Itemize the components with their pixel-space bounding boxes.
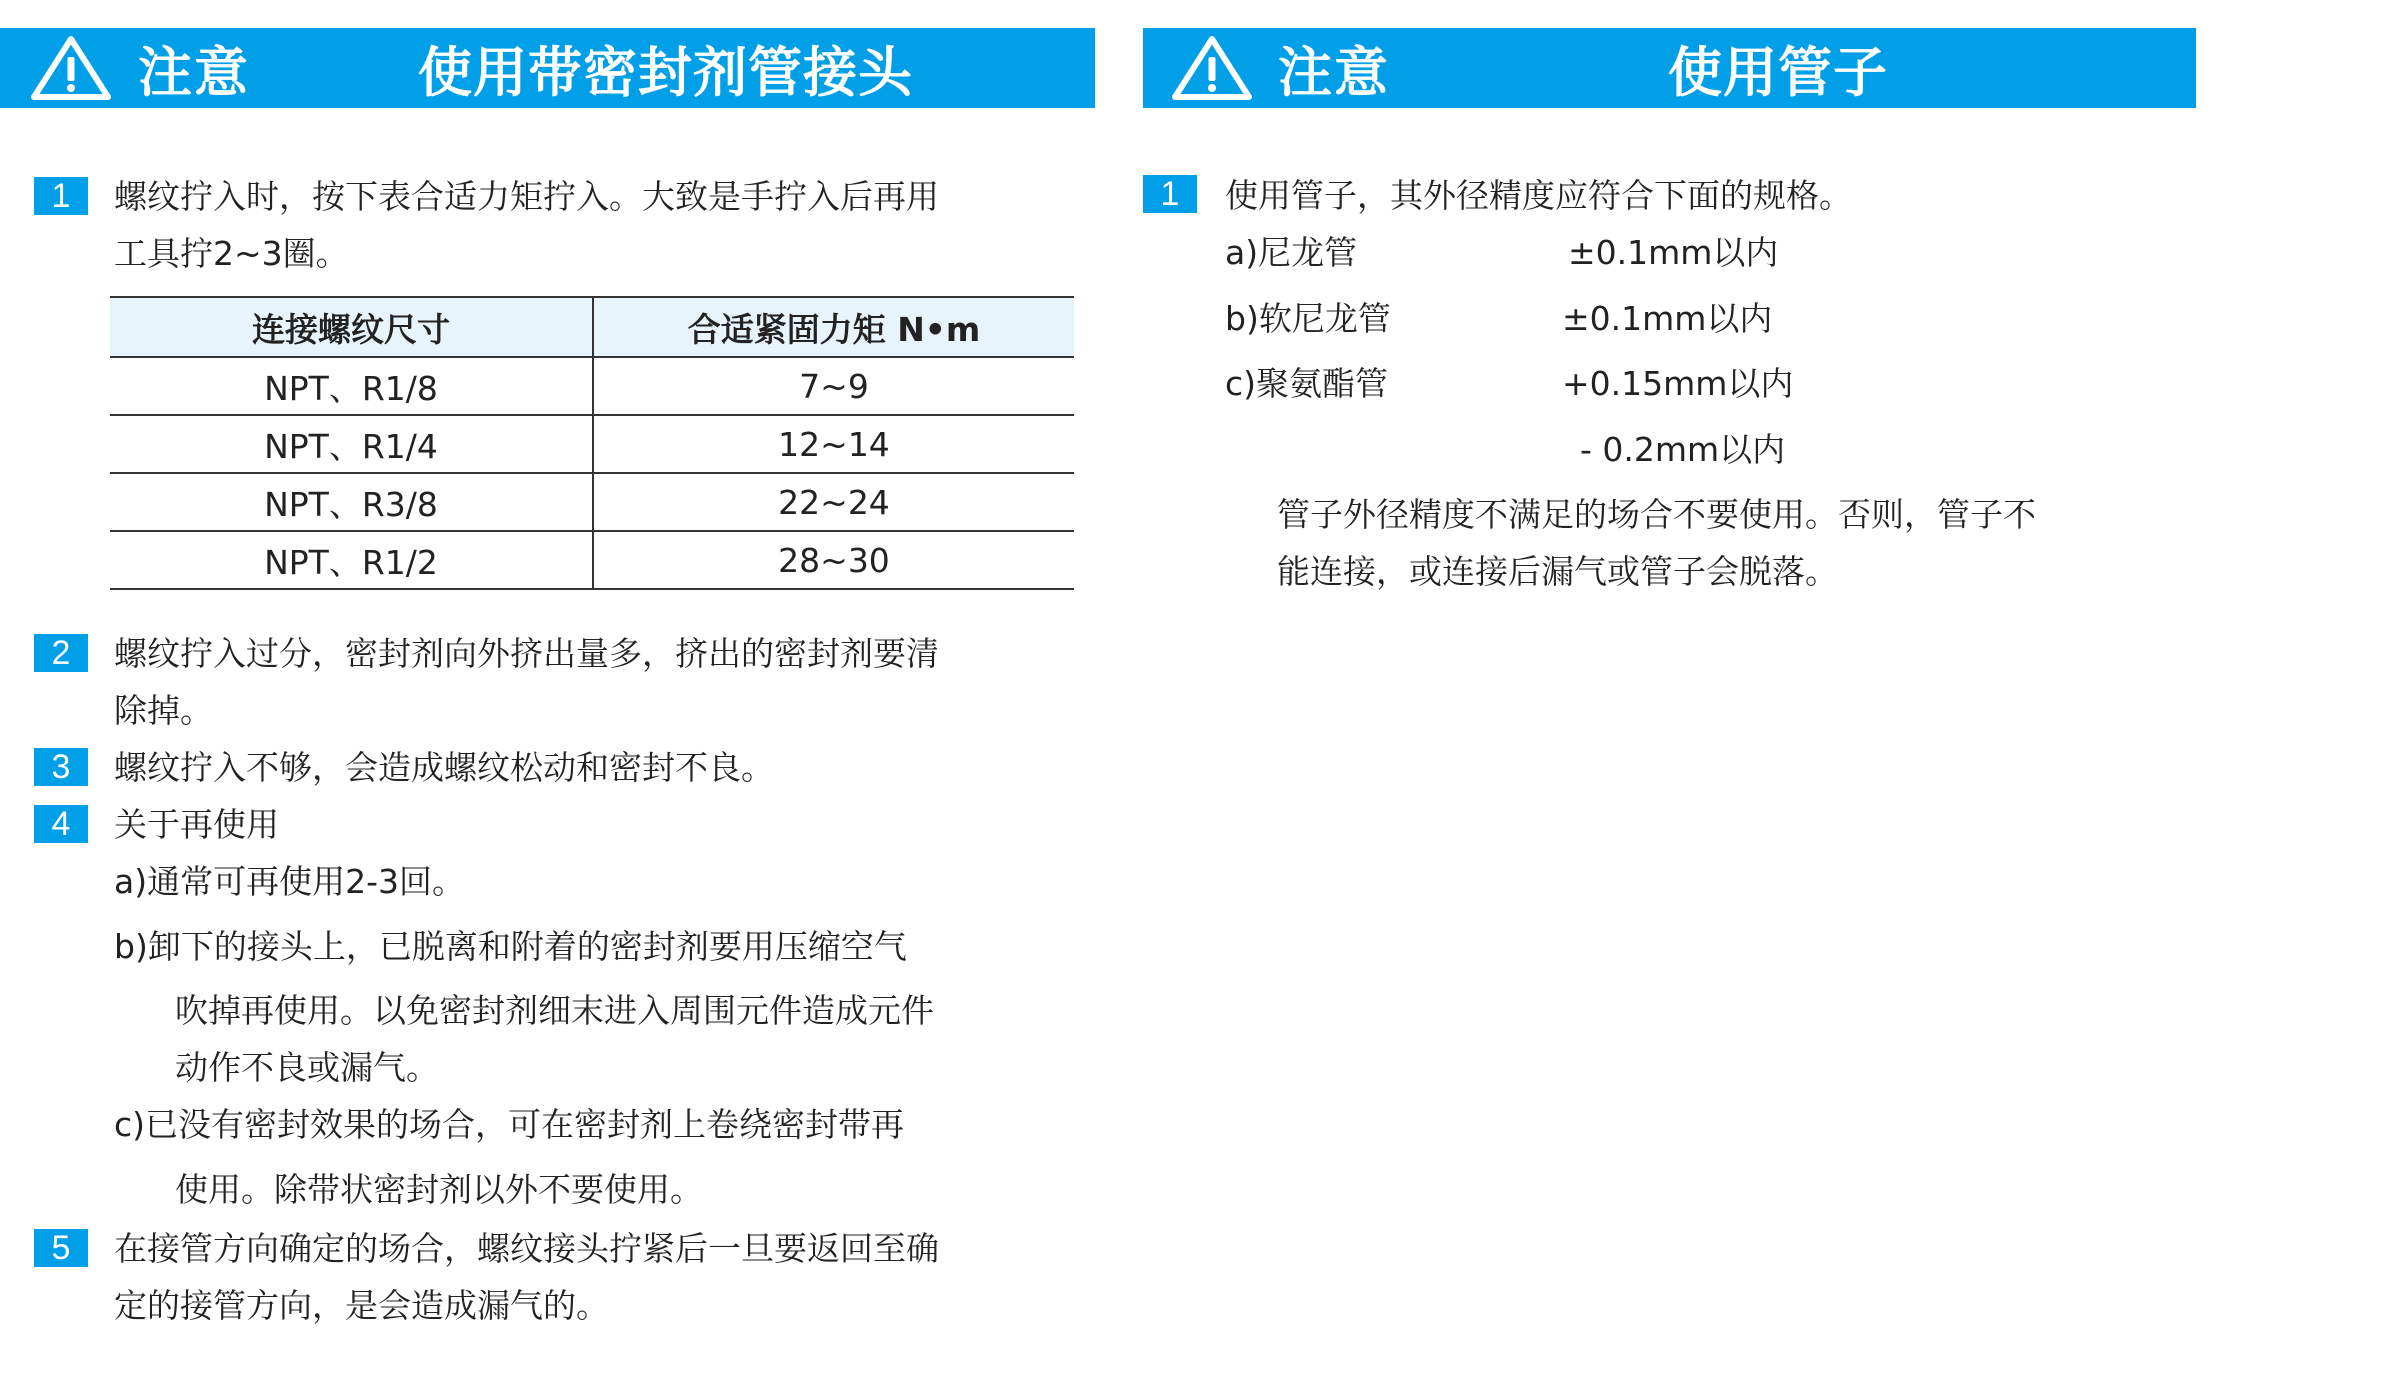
table-header-row (110, 297, 1074, 357)
item-text: 除掉。 (114, 691, 213, 730)
table-cell: 28~30 (593, 531, 1074, 589)
table-cell: NPT、R1/4 (110, 415, 593, 473)
item-text: 在接管方向确定的场合，螺纹接头拧紧后一旦要返回至确 (114, 1229, 939, 1268)
sub-item-text: 吹掉再使用。以免密封剂细末进入周围元件造成元件 (175, 991, 934, 1030)
table-row (110, 473, 1074, 531)
warning-triangle-icon (30, 35, 112, 101)
table-cell: NPT、R3/8 (110, 473, 593, 531)
item-number-badge: 2 (34, 634, 88, 672)
item-text: 螺纹拧入过分，密封剂向外挤出量多，挤出的密封剂要清 (114, 634, 939, 673)
section-title: 使用带密封剂管接头 (418, 40, 913, 104)
caution-label: 注意 (1278, 40, 1390, 104)
table-cell: NPT、R1/2 (110, 531, 593, 589)
spec-value: - 0.2mm以内 (1580, 430, 1786, 469)
table-row (110, 531, 1074, 589)
item-text: 定的接管方向，是会造成漏气的。 (114, 1286, 609, 1325)
table-cell: 22~24 (593, 473, 1074, 531)
spec-value: ±0.1mm以内 (1568, 233, 1779, 272)
sub-item-text: 动作不良或漏气。 (175, 1048, 439, 1087)
section-title: 使用管子 (1668, 40, 1888, 104)
sub-item-text: c)已没有密封效果的场合，可在密封剂上卷绕密封带再 (114, 1105, 905, 1144)
item-text: 关于再使用 (114, 805, 279, 844)
item-number-badge: 1 (1143, 175, 1197, 213)
item-number-badge: 3 (34, 748, 88, 786)
item-number-badge: 1 (34, 177, 88, 215)
item-text: 螺纹拧入时，按下表合适力矩拧入。大致是手拧入后再用 (114, 177, 939, 216)
sub-item-text: 使用。除带状密封剂以外不要使用。 (175, 1170, 703, 1209)
warning-triangle-icon (1171, 35, 1253, 101)
spec-value: ±0.1mm以内 (1562, 299, 1773, 338)
column-header: 合适紧固力矩 N•m (593, 297, 1074, 357)
table-cell: 12~14 (593, 415, 1074, 473)
item-text: 使用管子，其外径精度应符合下面的规格。 (1225, 176, 1852, 215)
sub-item-text: b)卸下的接头上，已脱离和附着的密封剂要用压缩空气 (114, 927, 907, 966)
note-text: 能连接，或连接后漏气或管子会脱落。 (1277, 552, 1838, 591)
item-number-badge: 4 (34, 805, 88, 843)
table-row (110, 415, 1074, 473)
note-text: 管子外径精度不满足的场合不要使用。否则，管子不 (1277, 495, 2036, 534)
table-cell: 7~9 (593, 357, 1074, 415)
item-number-badge: 5 (34, 1229, 88, 1267)
table-cell: NPT、R1/8 (110, 357, 593, 415)
spec-name: c)聚氨酯管 (1225, 364, 1389, 403)
spec-value: +0.15mm以内 (1562, 364, 1794, 403)
right-caution-banner (1143, 28, 2196, 108)
table-row (110, 357, 1074, 415)
column-header: 连接螺纹尺寸 (110, 297, 593, 357)
spec-name: a)尼龙管 (1225, 233, 1358, 272)
item-text: 工具拧2~3圈。 (114, 234, 349, 273)
caution-label: 注意 (138, 40, 250, 104)
spec-name: b)软尼龙管 (1225, 299, 1391, 338)
left-caution-banner (0, 28, 1095, 108)
sub-item-text: a)通常可再使用2-3回。 (114, 862, 465, 901)
item-text: 螺纹拧入不够，会造成螺纹松动和密封不良。 (114, 748, 774, 787)
torque-table (110, 296, 1074, 590)
